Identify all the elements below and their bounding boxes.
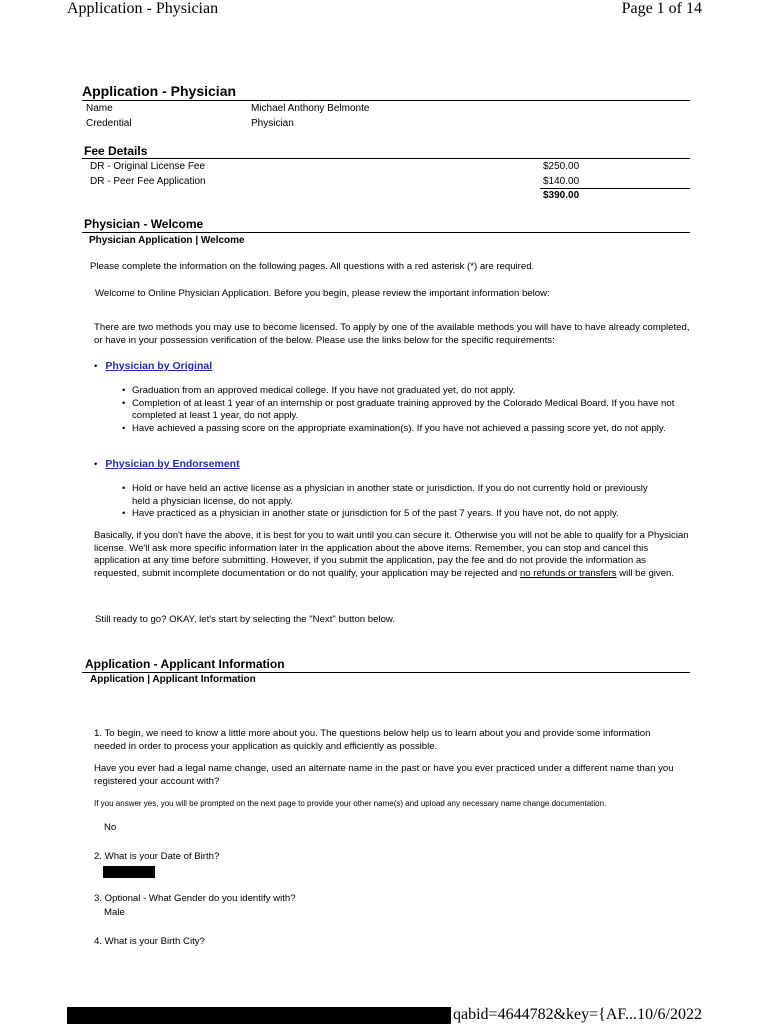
requirement-item: • Have practiced as a physician in another state or jurisdiction for 5 of the past 7 years. If you have not, do not apply.: [122, 508, 652, 521]
method-original: • Physician by Original: [94, 360, 213, 372]
question-3: 3. Optional - What Gender do you identify with?: [94, 893, 296, 904]
endorsement-requirements: [122, 483, 652, 521]
welcome-intro: Welcome to Online Physician Application. Before you begin, please review the important information below:: [95, 288, 550, 299]
applicant-info-subtitle: Application | Applicant Information: [90, 674, 256, 685]
question-4: 4. What is your Birth City?: [94, 936, 205, 947]
name-value: Michael Anthony Belmonte: [251, 103, 370, 114]
applicant-info-rule: [82, 672, 690, 673]
footer-url: qabid=4644782&key={AF...: [453, 1006, 637, 1023]
methods-intro: There are two methods you may use to become licensed. To apply by one of the available methods you will have to have already completed, or have in your possession verification of the below. Please use the links below for the specific requirements:: [94, 322, 690, 346]
requirement-item: • Have achieved a passing score on the appropriate examination(s). If you have not achieved a passing score yet, do not apply.: [122, 423, 688, 436]
question-1-note: If you answer yes, you will be prompted on the next page to provide your other name(s) and upload any necessary name change documentation.: [94, 799, 607, 808]
fee-item-label: DR - Peer Fee Application: [90, 176, 206, 187]
fee-item-amount: $250.00: [543, 161, 580, 172]
requirement-item: • Graduation from an approved medical college. If you have not graduated yet, do not apply.: [122, 385, 688, 398]
question-2: 2. What is your Date of Birth?: [94, 851, 220, 862]
name-label: Name: [86, 103, 113, 114]
requirement-item: • Completion of at least 1 year of an internship or post graduate training approved by the Colorado Medical Board. If you have not completed at least 1 year, do not apply.: [122, 398, 688, 423]
header-title: Application - Physician: [67, 0, 219, 17]
warning-paragraph: Basically, if you don't have the above, it is best for you to wait until you can secure it. Otherwise you will not be able to qualify for a Physician license. We'll ask more specific information later in the application about the above items. Remember, you can stop and cancel this application at any time before submitting. However, if you submit the application, pay the fee and do not provide the information as requested, submit incomplete documentation or do not qualify, your application may be rejected and no refunds or transfers will be given.: [94, 530, 689, 579]
fee-rule: [82, 158, 690, 159]
footer-date: 10/6/2022: [637, 1006, 702, 1023]
welcome-title: Physician - Welcome: [84, 217, 204, 231]
redacted-footer-bar: [67, 1007, 451, 1024]
fee-item-label: DR - Original License Fee: [90, 161, 206, 172]
physician-by-endorsement-link[interactable]: Physician by Endorsement: [105, 458, 240, 470]
question-1-answer: No: [104, 822, 117, 833]
credential-value: Physician: [251, 118, 294, 129]
redacted-date-of-birth: [103, 866, 155, 878]
question-1-name-change: Have you ever had a legal name change, used an alternate name in the past or have you ever practiced under a different name than you registered your account with?: [94, 763, 674, 787]
fee-item-amount: $140.00: [543, 176, 580, 187]
requirement-item: • Hold or have held an active license as a physician in another state or jurisdiction. If you do not currently hold or previously held a physician license, do not apply.: [122, 483, 652, 508]
title-rule: [82, 100, 690, 101]
original-requirements: [122, 385, 688, 435]
credential-label: Credential: [86, 118, 132, 129]
fee-details-title: Fee Details: [84, 144, 148, 158]
physician-by-original-link[interactable]: Physician by Original: [105, 360, 213, 372]
total-rule: [540, 188, 690, 189]
welcome-rule: [82, 232, 690, 233]
welcome-subtitle: Physician Application | Welcome: [89, 235, 245, 246]
ready-prompt: Still ready to go? OKAY, let's start by selecting the "Next" button below.: [95, 614, 395, 625]
document-title: Application - Physician: [82, 83, 237, 99]
welcome-instructions: Please complete the information on the following pages. All questions with a red asterisk (*) are required.: [90, 261, 535, 272]
method-endorsement: • Physician by Endorsement: [94, 458, 240, 470]
no-refunds-text: no refunds or transfers: [519, 567, 617, 579]
applicant-info-title: Application - Applicant Information: [85, 657, 285, 671]
page-number: Page 1 of 14: [621, 0, 702, 17]
question-3-answer: Male: [104, 907, 125, 918]
question-1: 1. To begin, we need to know a little more about you. The questions below help us to learn about you and provide some information needed in order to process your application as quickly and efficiently as possible.: [94, 728, 651, 752]
fee-total: $390.00: [543, 190, 580, 201]
